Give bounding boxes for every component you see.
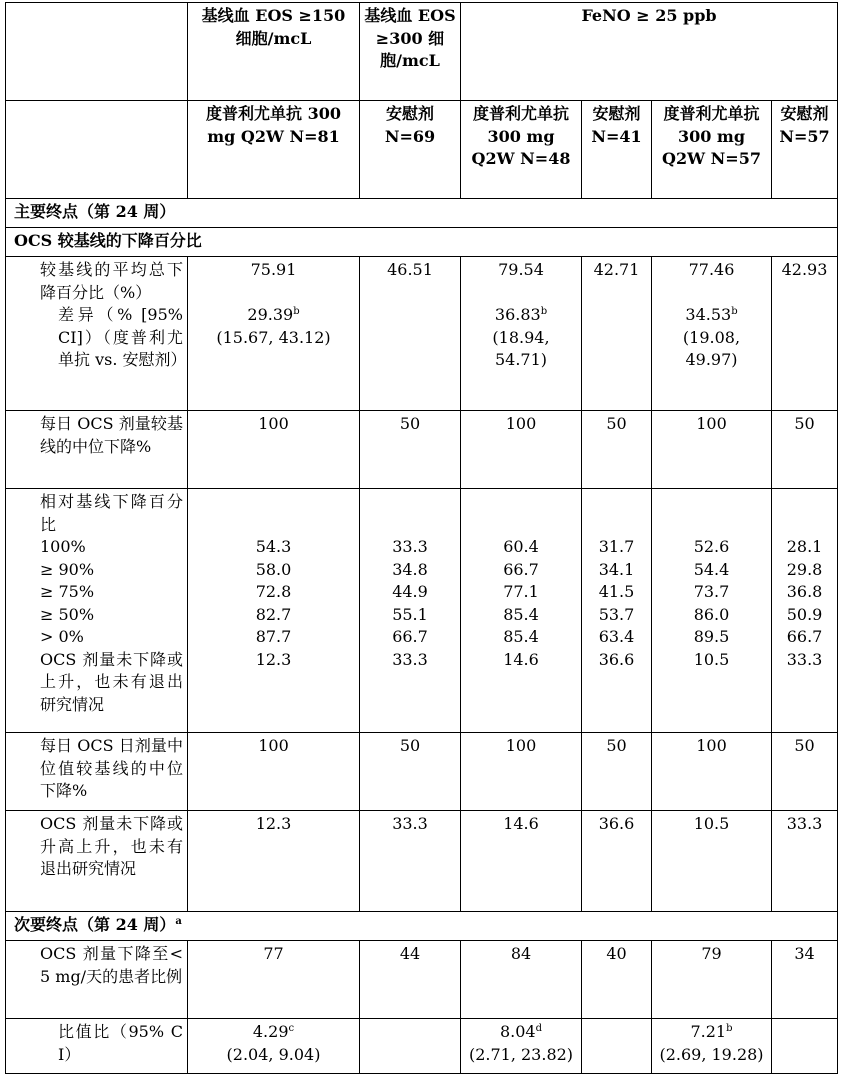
relative-cat: ≥ 90% [40,559,95,579]
row-mean-reduction [6,257,838,411]
odds-ci: (2.71, 23.82) [468,1044,574,1064]
diff-value: 36.83$^b$ [494,305,548,324]
relative-cat: ≥ 75% [40,582,95,601]
data-cell: 14.6 [461,811,582,912]
data-cell: 50 [582,733,652,811]
section-secondary: 次要终点（第 24 周）$^a$ [6,912,838,941]
arm-header: 度普利尤单抗 300 mg Q2W N=48 [461,101,582,199]
arm-header: 安慰剂 N=69 [360,101,461,199]
row-no-decrease [6,811,838,912]
row-label: OCS 剂量未下降或升高上升，也未有退出研究情况 [6,811,188,912]
data-cell: 50 [360,411,461,489]
relative-cat: OCS 剂量未下降或上升，也未有退出研究情况 [40,649,183,714]
data-cell [582,1019,652,1074]
data-cell: 42.71 [582,257,652,411]
section-row [6,912,838,941]
arm-header: 度普利尤单抗 300 mg Q2W N=57 [652,101,772,199]
data-cell: 33.3 34.8 44.9 55.1 66.7 33.3 [360,489,461,733]
value: 75.91 [250,260,297,279]
section-primary: 主要终点（第 24 周） [6,199,838,228]
data-cell: 33.3 [360,811,461,912]
row-label: OCS 剂量下降至<5 mg/天的患者比例 [6,941,188,1019]
relative-cat: > 0% [40,627,84,646]
data-cell: 77 [188,941,360,1019]
data-cell: 12.3 [188,811,360,912]
header-group-feno: FeNO ≥ 25 ppb [461,3,838,101]
mean-reduction-label: 较基线的平均总下降百分比（%） [40,260,183,302]
data-cell: 50 [772,733,838,811]
data-cell: 100 [188,733,360,811]
header-row-arms [6,101,838,199]
data-cell [772,1019,838,1074]
relative-cat: ≥ 50% [40,604,95,624]
data-cell: 36.6 [582,811,652,912]
data-cell: 100 [461,411,582,489]
data-cell: 84 [461,941,582,1019]
section-ocs-percent: OCS 较基线的下降百分比 [6,228,838,257]
results-table [5,2,838,1074]
data-cell [652,1019,772,1074]
row-median-daily-2 [6,733,838,811]
arm-header: 度普利尤单抗 300 mg Q2W N=81 [188,101,360,199]
data-cell: 100 [652,411,772,489]
header-group-eos300: 基线血 EOS ≥300 细胞/mcL [360,3,461,101]
data-cell: 10.5 [652,811,772,912]
data-cell: 42.93 [772,257,838,411]
data-cell: 28.1 29.8 36.8 50.9 66.7 33.3 [772,489,838,733]
data-cell [461,1019,582,1074]
data-cell: 100 [461,733,582,811]
diff-ci: (18.94, 54.71) [492,327,550,369]
row-relative [6,489,838,733]
data-cell: 31.7 34.1 41.5 53.7 63.4 36.6 [582,489,652,733]
value: 77.46 [688,260,735,279]
data-cell: 33.3 [772,811,838,912]
row-label [6,489,188,733]
odds-value: 7.21$^b$ [690,1022,733,1041]
row-odds [6,1019,838,1074]
data-cell: 40 [582,941,652,1019]
header-corner-cell-2 [6,101,188,199]
odds-ci: (2.69, 19.28) [659,1044,764,1064]
relative-label: 相对基线下降百分比 [40,492,183,534]
row-under5 [6,941,838,1019]
data-cell: 100 [652,733,772,811]
data-cell: 60.4 66.7 77.1 85.4 85.4 14.6 [461,489,582,733]
data-cell [188,257,360,411]
data-cell: 50 [582,411,652,489]
data-cell: 50 [772,411,838,489]
data-cell: 79 [652,941,772,1019]
data-cell: 54.3 58.0 72.8 82.7 87.7 12.3 [188,489,360,733]
data-cell [652,257,772,411]
header-row-groups [6,3,838,101]
value: 79.54 [498,260,544,279]
header-corner-cell [6,3,188,101]
diff-value: 34.53$^b$ [685,305,738,324]
arm-header: 安慰剂 N=41 [582,101,652,199]
data-cell: 46.51 [360,257,461,411]
diff-ci: (15.67, 43.12) [216,327,331,347]
row-label: 比值比（95% CI） [6,1019,188,1074]
row-label: 每日 OCS 剂量较基线的中位下降% [6,411,188,489]
odds-value: 8.04$^d$ [499,1022,543,1041]
data-cell [461,257,582,411]
data-cell: 100 [188,411,360,489]
diff-value: 29.39$^b$ [247,305,300,324]
odds-value: 4.29$^c$ [252,1022,295,1041]
data-cell [188,1019,360,1074]
difference-label: 差异（% [95% CI]）（度普利尤单抗 vs. 安慰剂） [58,305,187,369]
header-group-eos150: 基线血 EOS ≥150 细胞/mcL [188,3,360,101]
row-label [6,257,188,411]
row-median-daily [6,411,838,489]
arm-header: 安慰剂 N=57 [772,101,838,199]
section-row [6,228,838,257]
data-cell [360,1019,461,1074]
data-cell: 34 [772,941,838,1019]
odds-ci: (2.04, 9.04) [226,1044,321,1064]
data-cell: 44 [360,941,461,1019]
data-cell: 50 [360,733,461,811]
diff-ci: (19.08, 49.97) [682,327,741,369]
data-cell: 52.6 54.4 73.7 86.0 89.5 10.5 [652,489,772,733]
section-row [6,199,838,228]
relative-cat: 100% [40,537,86,556]
row-label: 每日 OCS 日剂量中位值较基线的中位下降% [6,733,188,811]
